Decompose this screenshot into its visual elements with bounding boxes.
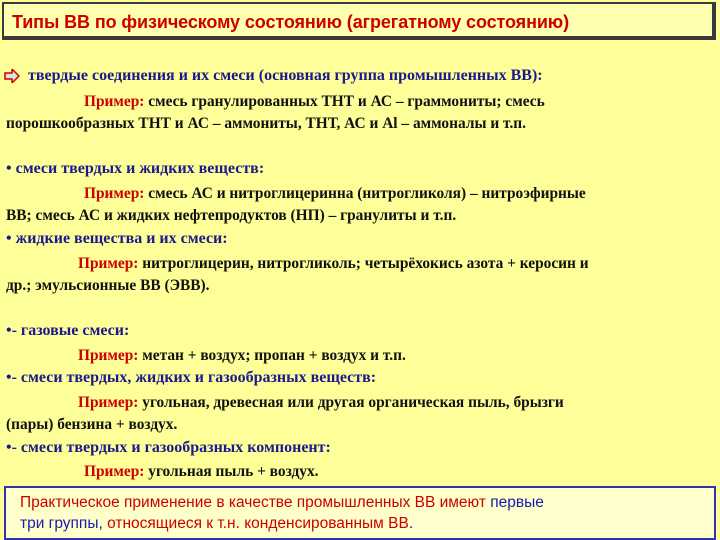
group-example-4 [78, 347, 406, 365]
group-heading-3: • жидкие вещества и их смеси: [6, 230, 228, 247]
example-text: угольная, древесная или другая органическая пыль, брызги [138, 394, 564, 411]
example-label: Пример: [84, 185, 145, 202]
conclusion-text: . [408, 515, 414, 532]
example-label: Пример: [84, 463, 145, 480]
group-example-5-cont: (пары) бензина + воздух. [6, 416, 178, 433]
group-heading-2: • смеси твердых и жидких веществ: [6, 160, 265, 177]
example-text: смесь АС и нитроглицеринна (нитрогликоля) – нитроэфирные [144, 185, 586, 202]
title-box [2, 2, 716, 40]
conclusion-box [4, 486, 716, 540]
example-label: Пример: [78, 255, 139, 272]
example-label: Пример: [78, 347, 139, 364]
example-text: нитроглицерин, нитрогликоль; четырёхокись азота + керосин и [138, 255, 589, 272]
conclusion-line-2 [20, 515, 413, 533]
group-example-1-cont: порошкообразных ТНТ и АС – аммониты, ТНТ, АС и Al – аммоналы и т.п. [6, 115, 527, 132]
group-example-1 [84, 93, 545, 111]
conclusion-line-1 [20, 494, 544, 512]
group-heading-6: •- смеси твердых и газообразных компонент: [6, 439, 331, 456]
conclusion-text: относящиеся к т.н. конденсированным ВВ [107, 515, 409, 532]
conclusion-highlight: первые [490, 494, 544, 511]
example-label: Пример: [84, 93, 145, 110]
example-text: смесь гранулированных ТНТ и АС – граммониты; смесь [144, 93, 545, 110]
group-example-2-cont: ВВ; смесь АС и жидких нефтепродуктов (НП) – гранулиты и т.п. [6, 207, 457, 224]
conclusion-text: , [98, 515, 108, 532]
example-text: угольная пыль + воздух. [144, 463, 319, 480]
conclusion-highlight: три группы [20, 515, 99, 532]
conclusion-text: Практическое применение в качестве промышленных ВВ имеют [20, 494, 491, 511]
example-text: метан + воздух; пропан + воздух и т.п. [138, 347, 406, 364]
group-heading-5: •- смеси твердых, жидких и газообразных веществ: [6, 369, 377, 386]
group-heading-1: твердые соединения и их смеси (основная группа промышленных ВВ): [28, 67, 543, 84]
group-heading-4: •- газовые смеси: [6, 322, 130, 339]
example-label: Пример: [78, 394, 139, 411]
arrow-right-icon [4, 69, 20, 83]
group-example-6 [84, 463, 319, 481]
group-example-3-cont: др.; эмульсионные ВВ (ЭВВ). [6, 277, 210, 294]
group-example-3 [78, 255, 589, 273]
group-example-2 [84, 185, 586, 203]
page-title: Типы ВВ по физическому состоянию (агрегатному состоянию) [12, 12, 569, 32]
group-example-5 [78, 394, 564, 412]
